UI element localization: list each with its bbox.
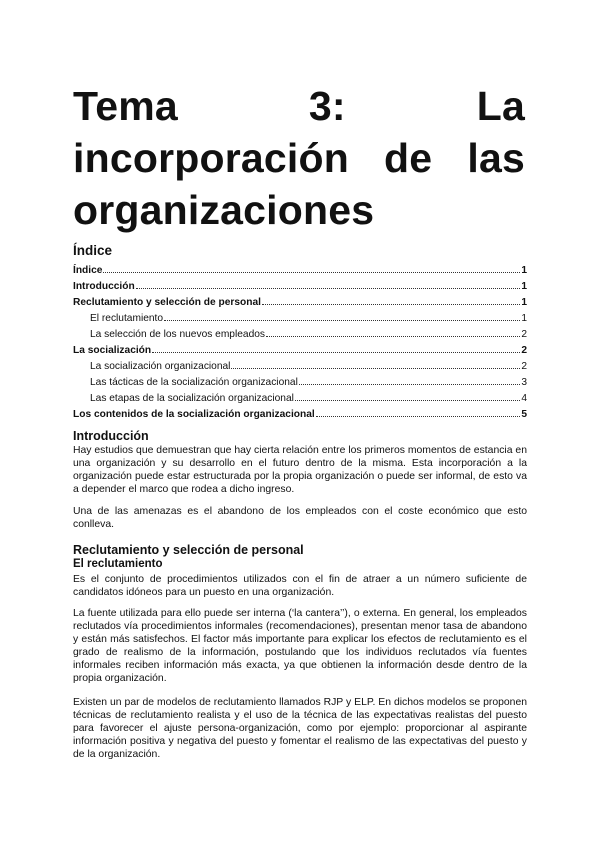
- toc-leader-dots: [266, 325, 520, 337]
- intro-paragraph-1: Hay estudios que demuestran que hay cierta relación entre los primeros momentos de estancia en una organización y su desarrollo en el futuro dentro de la misma. Esta incorporación a la organización puede estar estructurada por la propia organización o puede ser informal, de esto va a depender el marco que rodea a dicho ingreso.: [73, 445, 527, 495]
- toc-entry[interactable]: [73, 373, 527, 389]
- toc-entry-label: El reclutamiento: [90, 313, 164, 324]
- recruitment-paragraph-1: Es el conjunto de procedimientos utilizados con el fin de atraer a un número suficiente de candidatos idóneos para un puesto en una organización.: [73, 574, 527, 598]
- intro-paragraph-2: Una de las amenazas es el abandono de los empleados con el coste económico que esto conlleva.: [73, 506, 527, 530]
- toc-page-number: 2: [521, 329, 527, 340]
- toc-page-number: 2: [521, 361, 527, 372]
- toc-entry[interactable]: [73, 325, 527, 341]
- toc-entry-label: Reclutamiento y selección de personal: [73, 297, 261, 308]
- toc-leader-dots: [295, 389, 520, 401]
- table-of-contents: [73, 261, 527, 421]
- document-title: Tema 3: La incorporación de las organizaciones: [73, 83, 525, 233]
- toc-entry[interactable]: [73, 341, 527, 357]
- toc-entry-label: Las etapas de la socialización organizacional: [90, 393, 294, 404]
- toc-page-number: 5: [521, 409, 527, 420]
- toc-leader-dots: [231, 357, 520, 369]
- toc-entry-label: La selección de los nuevos empleados: [90, 329, 265, 340]
- toc-page-number: 2: [521, 345, 527, 356]
- toc-entry[interactable]: [73, 389, 527, 405]
- recruitment-heading: Reclutamiento y selección de personal: [73, 543, 304, 557]
- toc-leader-dots: [152, 341, 520, 353]
- toc-entry[interactable]: [73, 309, 527, 325]
- recruitment-subheading: El reclutamiento: [73, 558, 163, 570]
- toc-leader-dots: [103, 261, 520, 273]
- toc-leader-dots: [262, 293, 520, 305]
- intro-heading: Introducción: [73, 429, 149, 443]
- toc-entry-label: Los contenidos de la socialización organizacional: [73, 409, 315, 420]
- index-heading: Índice: [73, 243, 113, 258]
- toc-page-number: 4: [521, 393, 527, 404]
- toc-page-number: 1: [521, 265, 527, 276]
- toc-leader-dots: [164, 309, 520, 321]
- toc-entry-label: Índice: [73, 265, 103, 276]
- recruitment-paragraph-3: Existen un par de modelos de reclutamiento llamados RJP y ELP. En dichos modelos se proponen técnicas de reclutamiento realista y el uso de la técnica de las expectativas realistas del puesto para favorecer el ajuste persona-organización, como por ejemplo: proporcionar al aspirante información positiva y negativa del puesto y fomentar el realismo de las expectativas del puesto y de la organización.: [73, 697, 527, 760]
- toc-entry-label: La socialización: [73, 345, 152, 356]
- toc-entry-label: Las tácticas de la socialización organizacional: [90, 377, 298, 388]
- toc-leader-dots: [136, 277, 521, 289]
- toc-leader-dots: [299, 373, 520, 385]
- toc-entry[interactable]: [73, 261, 527, 277]
- toc-entry[interactable]: [73, 405, 527, 421]
- toc-entry-label: Introducción: [73, 281, 135, 292]
- toc-leader-dots: [316, 405, 521, 417]
- toc-entry[interactable]: [73, 277, 527, 293]
- recruitment-paragraph-2: La fuente utilizada para ello puede ser interna (‘la cantera’’), o externa. En general, los empleados reclutados vía procedimientos informales (recomendaciones), presentan menor tasa de abandono y están más satisfechos. El factor más importante para explicar los efectos de reclutamiento es el grado de realismo de la información, postulando que los individuos reclutados vía fuentes informales reciben información más exacta, ya que obtienen la información desde dentro de la propia organización.: [73, 608, 527, 684]
- toc-page-number: 3: [521, 377, 527, 388]
- toc-page-number: 1: [521, 313, 527, 324]
- toc-page-number: 1: [521, 281, 527, 292]
- toc-entry[interactable]: [73, 293, 527, 309]
- toc-entry-label: La socialización organizacional: [90, 361, 231, 372]
- toc-entry[interactable]: [73, 357, 527, 373]
- toc-page-number: 1: [521, 297, 527, 308]
